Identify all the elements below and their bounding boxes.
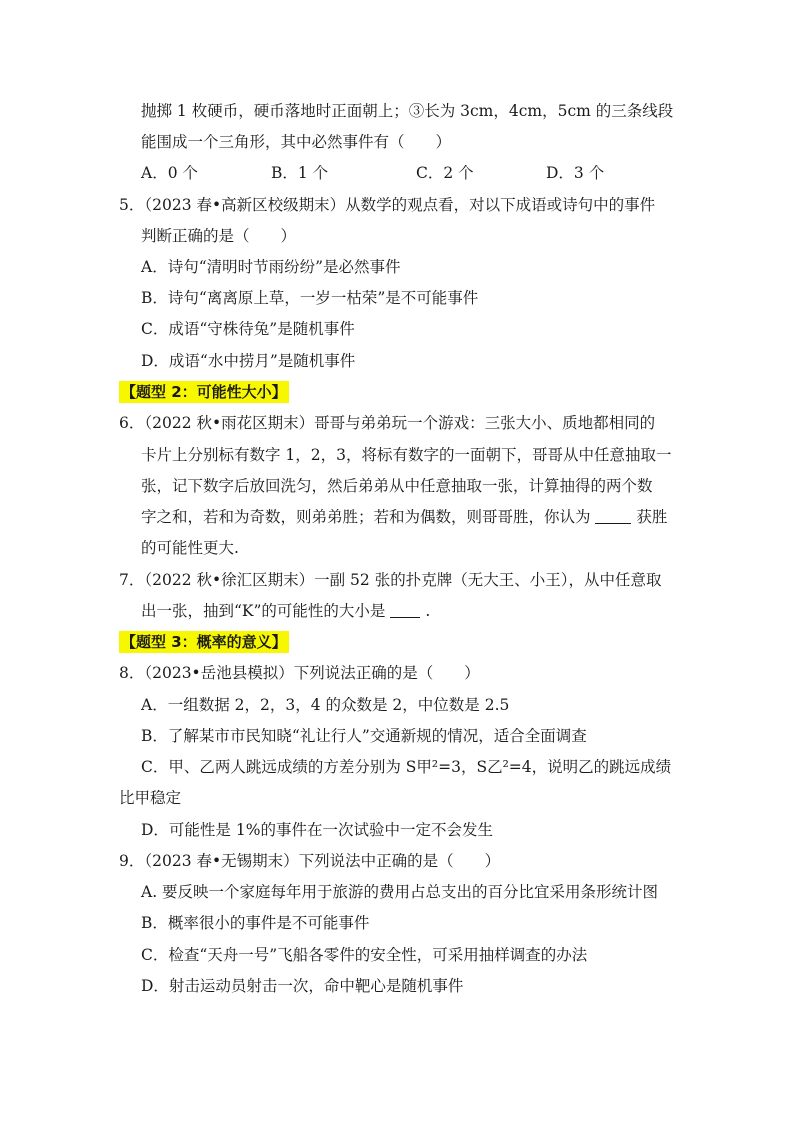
q6-line-5: 的可能性更大. [141, 539, 239, 557]
q7-line-1: 7．（2022 秋•徐汇区期末）一副 52 张的扑克牌（无大王、小王），从中任意取 [119, 571, 662, 589]
q7-line-2-tail: . [425, 602, 431, 620]
q8-line-1: 8．（2023•岳池县模拟）下列说法正确的是（ ） [119, 664, 480, 682]
q4-line-2: 能围成一个三角形，其中必然事件有（ ） [141, 133, 452, 151]
q5-option-b: B．诗句“离离原上草，一岁一枯荣”是不可能事件 [141, 289, 479, 307]
q8-option-a: A．一组数据 2，2，3，4 的众数是 2，中位数是 2.5 [141, 696, 510, 714]
q4-option-b: B．1 个 [271, 164, 329, 182]
q4-line-1: 抛掷 1 枚硬币，硬币落地时正面朝上；③长为 3cm，4cm，5cm 的三条线段 [141, 102, 674, 120]
q4-option-d: D．3 个 [546, 164, 605, 182]
q4-option-a: A．0 个 [141, 164, 198, 182]
q6-line-4-text: 字之和，若和为奇数，则弟弟胜；若和为偶数，则哥哥胜，你认为 [141, 508, 591, 526]
q8-option-d: D．可能性是 1%的事件在一次试验中一定不会发生 [141, 821, 493, 839]
section-header-2: 【题型 2：可能性大小】 [121, 383, 287, 401]
q6-line-4-tail: 获胜 [636, 508, 668, 526]
q5-line-1: 5．（2023 春•高新区校级期末）从数学的观点看，对以下成语或诗句中的事件 [119, 196, 656, 214]
q6-line-3: 张，记下数字后放回洗匀，然后弟弟从中任意抽取一张，计算抽得的两个数 [141, 477, 653, 495]
q5-option-c: C．成语“守株待兔”是随机事件 [141, 320, 355, 338]
q7-answer-blank[interactable] [390, 601, 420, 618]
q9-line-1: 9．（2023 春•无锡期末）下列说法中正确的是（ ） [119, 852, 501, 870]
q8-option-b: B．了解某市市民知晓“礼让行人”交通新规的情况，适合全面调查 [141, 727, 587, 745]
q6-line-1: 6．（2022 秋•雨花区期末）哥哥与弟弟玩一个游戏：三张大小、质地都相同的 [119, 414, 656, 432]
q7-line-2 [141, 600, 430, 622]
q8-option-c-line-1: C．甲、乙两人跳远成绩的方差分别为 S甲²=3，S乙²=4，说明乙的跳远成绩 [141, 758, 672, 776]
q9-option-b: B．概率很小的事件是不可能事件 [141, 914, 370, 932]
q4-option-c: C．2 个 [416, 164, 474, 182]
q6-line-4 [141, 506, 667, 528]
q7-line-2-text: 出一张，抽到“K”的可能性的大小是 [141, 602, 386, 620]
q6-line-2: 卡片上分别标有数字 1，2，3，将标有数字的一面朝下，哥哥从中任意抽取一 [141, 446, 672, 464]
q8-option-c-line-2: 比甲稳定 [119, 789, 182, 807]
section-header-3: 【题型 3：概率的意义】 [121, 633, 287, 651]
q9-option-d: D．射击运动员射击一次，命中靶心是随机事件 [141, 977, 464, 995]
q5-option-d: D．成语“水中捞月”是随机事件 [141, 352, 356, 370]
q5-option-a: A．诗句“清明时节雨纷纷”是必然事件 [141, 258, 401, 276]
q9-option-a: A. 要反映一个家庭每年用于旅游的费用占总支出的百分比宜采用条形统计图 [141, 883, 659, 901]
q5-line-2: 判断正确的是（ ） [141, 227, 297, 245]
q9-option-c: C．检查“天舟一号”飞船各零件的安全性，可采用抽样调查的办法 [141, 946, 588, 964]
q6-answer-blank[interactable] [595, 507, 631, 524]
